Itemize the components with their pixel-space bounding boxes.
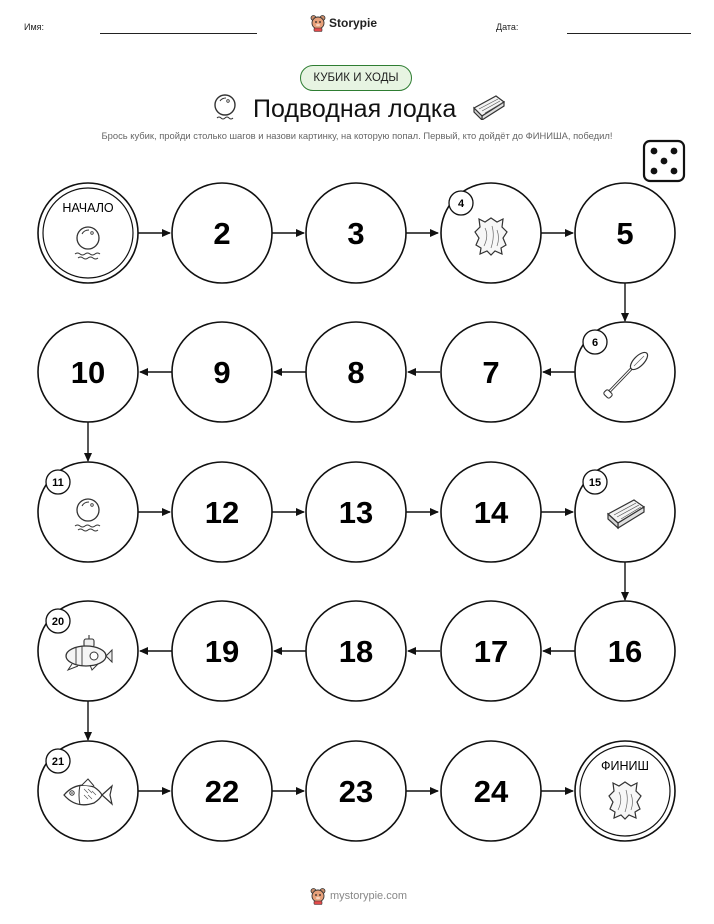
cell-number: 9 xyxy=(213,355,231,390)
cell-9 xyxy=(172,322,272,422)
page-title: Подводная лодка xyxy=(253,95,457,123)
cell-number: 8 xyxy=(347,355,365,390)
cell-2 xyxy=(172,183,272,283)
start-label: НАЧАЛО xyxy=(62,201,114,215)
cell-badge-number: 15 xyxy=(588,477,602,489)
cell-number: 12 xyxy=(204,495,240,530)
cell-24 xyxy=(441,741,541,841)
cell-number: 10 xyxy=(70,355,106,390)
instructions: Брось кубик, пройди столько шагов и назови картинку, на которую попал. Первый, кто дойдёт до ФИНИША, победил! xyxy=(101,130,613,141)
cell-20 xyxy=(38,601,138,701)
cell-number: 19 xyxy=(204,634,240,669)
cell-14 xyxy=(441,462,541,562)
bear-logo-icon xyxy=(310,887,326,905)
cell-number: 14 xyxy=(473,495,509,530)
dice-icon xyxy=(644,141,684,181)
cell-badge-number: 20 xyxy=(51,616,65,628)
cell-13 xyxy=(306,462,406,562)
cell-number: 5 xyxy=(616,216,634,251)
cell-15 xyxy=(575,462,675,562)
footer-url: mystorypie.com xyxy=(330,890,408,902)
finish-label: ФИНИШ xyxy=(601,759,649,773)
cell-number: 18 xyxy=(338,634,374,669)
cell-number: 16 xyxy=(607,634,643,669)
cell-number: 7 xyxy=(482,355,500,390)
cell-number: 24 xyxy=(473,774,509,809)
cell-badge-number: 21 xyxy=(51,756,65,768)
cell-23 xyxy=(306,741,406,841)
brand-name: Storypie xyxy=(329,16,378,30)
cell-8 xyxy=(306,322,406,422)
cell-badge-number: 6 xyxy=(591,337,599,349)
cell-5 xyxy=(575,183,675,283)
cell-number: 13 xyxy=(338,495,374,530)
cell-17 xyxy=(441,601,541,701)
cell-21 xyxy=(38,741,138,841)
date-label: Дата: xyxy=(496,22,519,32)
cell-number: 2 xyxy=(213,216,231,251)
cell-badge-number: 11 xyxy=(52,477,64,489)
name-label: Имя: xyxy=(24,22,45,32)
cell-number: 3 xyxy=(347,216,365,251)
cell-number: 17 xyxy=(473,634,509,669)
cell-12 xyxy=(172,462,272,562)
cell-4 xyxy=(441,183,541,283)
cell-11 xyxy=(38,462,138,562)
cell-10 xyxy=(38,322,138,422)
cell-3 xyxy=(306,183,406,283)
activity-badge: КУБИК И ХОДЫ xyxy=(300,65,412,91)
start-cell xyxy=(38,183,138,283)
cell-18 xyxy=(306,601,406,701)
cell-16 xyxy=(575,601,675,701)
cell-number: 23 xyxy=(338,774,374,809)
cell-7 xyxy=(441,322,541,422)
footer xyxy=(310,885,430,907)
cell-number: 22 xyxy=(204,774,240,809)
cell-badge-number: 4 xyxy=(457,198,465,210)
finish-cell xyxy=(575,741,675,841)
cell-19 xyxy=(172,601,272,701)
cell-6 xyxy=(575,322,675,422)
cell-22 xyxy=(172,741,272,841)
